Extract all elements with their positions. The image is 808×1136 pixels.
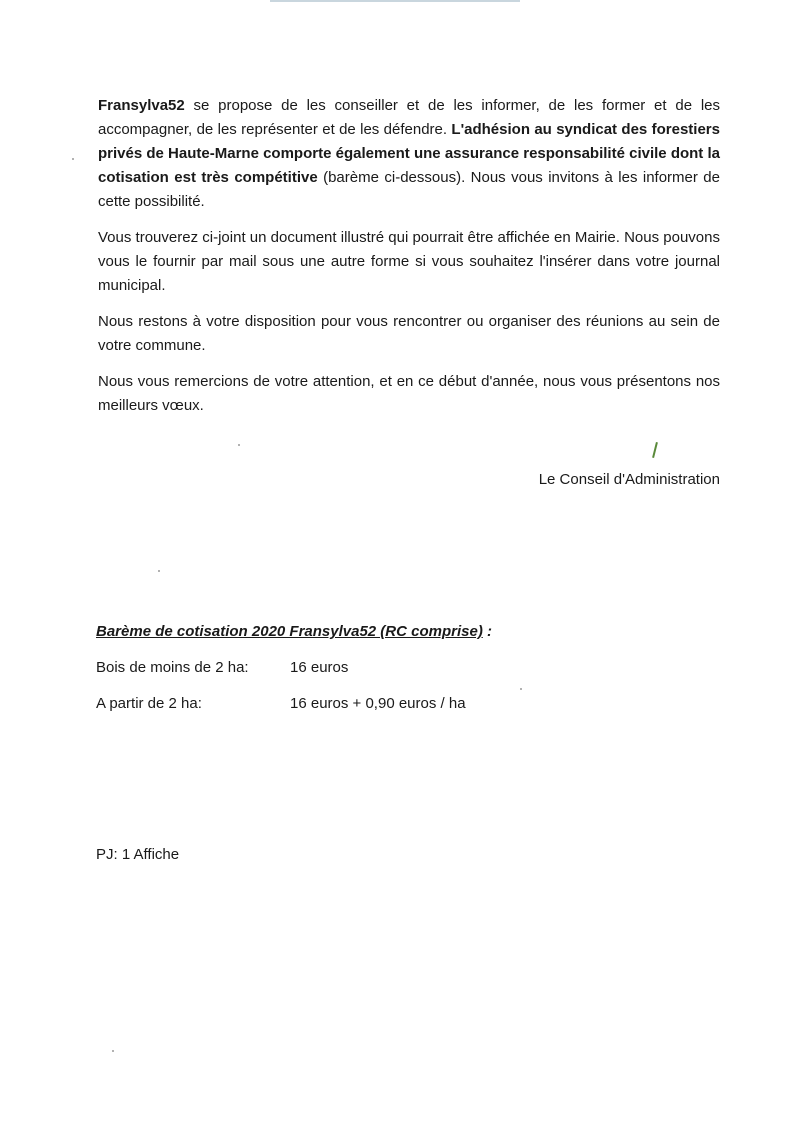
attachment-note: PJ: 1 Affiche: [96, 846, 180, 863]
paragraph-intro-bold: L'adhésion au syndicat des forestiers privés de Haute-Marne comporte également une assurance responsabilité civile dont la cotisation est très compétitive: [98, 121, 720, 186]
bareme-row-label: A partir de 2 ha:: [96, 695, 202, 712]
scan-speck: [112, 1050, 114, 1052]
scan-speck: [158, 570, 160, 572]
scan-speck: [72, 158, 74, 160]
pen-mark: [652, 442, 658, 458]
bareme-title-text: Barème de cotisation 2020 Fransylva52 (RC comprise): [96, 623, 483, 640]
bareme-row-label: Bois de moins de 2 ha:: [96, 659, 249, 676]
paragraph-availability: Nous restons à votre disposition pour vous rencontrer ou organiser des réunions au sein de votre commune.: [98, 313, 720, 354]
bareme-row-value: 16 euros + 0,90 euros / ha: [290, 695, 466, 712]
paragraph-document: Vous trouverez ci-joint un document illustré qui pourrait être affichée en Mairie. Nous pouvons vous le fournir par mail sous une autre forme si vous souhaitez l'insérer dans votre journal municipal.: [98, 229, 720, 294]
brand-name: Fransylva52: [98, 97, 185, 114]
bareme-title: [96, 620, 492, 644]
paragraph-intro-text-end: (barème ci-dessous). Nous vous invitons à les informer de cette possibilité.: [98, 169, 720, 210]
paragraph-intro-text: se propose de les conseiller et de les informer, de les former et de les accompagner, de les représenter et de les défendre.: [98, 97, 720, 138]
paragraph-intro: [98, 94, 720, 214]
paragraph-closing: Nous vous remercions de votre attention, et en ce début d'année, nous vous présentons nos meilleurs vœux.: [98, 373, 720, 414]
bareme-row-value: 16 euros: [290, 659, 349, 676]
scan-speck: [238, 444, 240, 446]
bareme-title-suffix: :: [482, 623, 493, 640]
signature: Le Conseil d'Administration: [538, 471, 720, 488]
scan-edge-line: [270, 0, 520, 2]
scan-speck: [520, 688, 522, 690]
